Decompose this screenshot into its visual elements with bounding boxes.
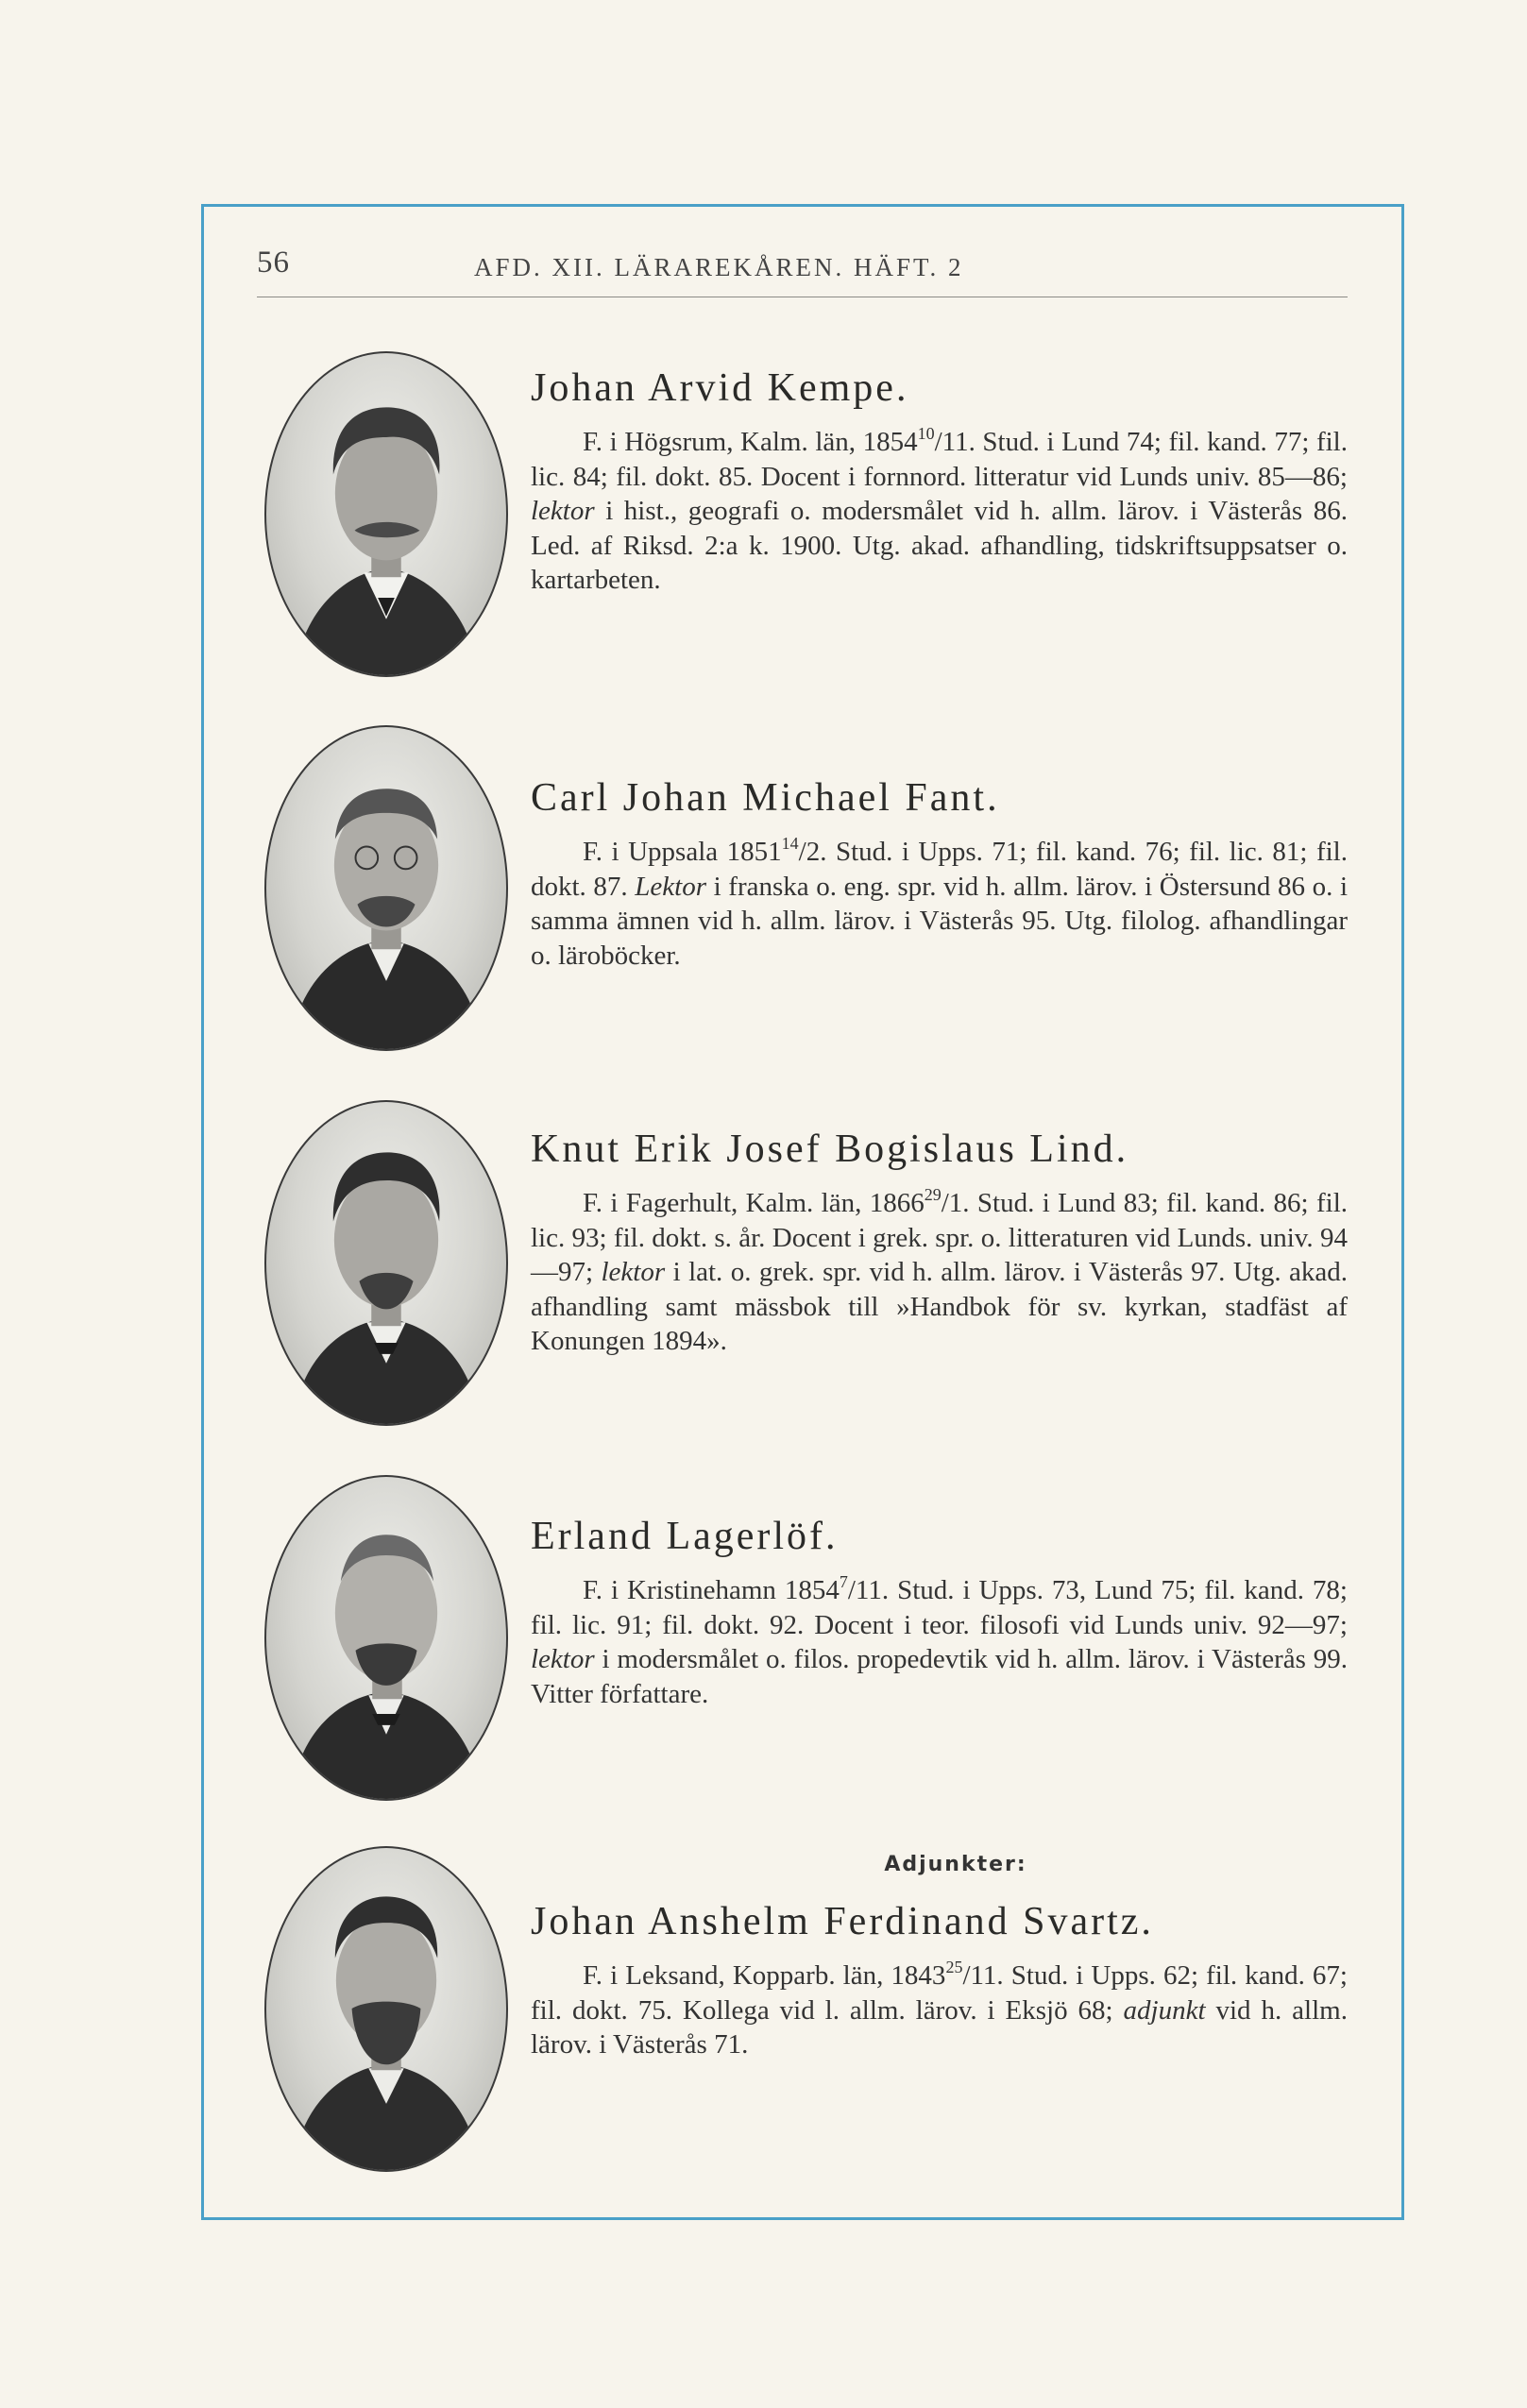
- page-number: 56: [257, 246, 290, 280]
- entry-svartz: [531, 1898, 1348, 2062]
- bio-text: /2. Stud. i Upps. 71; fil. kand. 76; fil. lic. 81; fil. dokt. 87.: [531, 837, 1348, 902]
- date-superscript: 29: [924, 1185, 942, 1204]
- entry-bio: [531, 425, 1348, 598]
- date-superscript: 10: [917, 424, 935, 443]
- date-superscript: 7: [839, 1572, 848, 1591]
- running-title: AFD. XII. LÄRAREKÅREN. HÄFT. 2: [474, 253, 964, 281]
- bio-text: /11. Stud. i Lund 74; fil. kand. 77; fil. lic. 84; fil. dokt. 85. Docent i fornnord. litteratur vid Lunds univ. 85—86;: [531, 427, 1348, 492]
- portrait-svartz: [264, 1846, 508, 2172]
- entry-bio: [531, 1186, 1348, 1359]
- date-superscript: 25: [945, 1958, 963, 1976]
- entry-name: Carl Johan Michael Fant.: [531, 776, 1000, 820]
- bio-text: F. i Kristinehamn 1854: [583, 1575, 840, 1605]
- entry-lind: [531, 1126, 1348, 1359]
- entry-name: Erland Lagerlöf.: [531, 1515, 839, 1558]
- entry-kempe: [531, 365, 1348, 598]
- entry-fant: [531, 774, 1348, 973]
- bio-text: F. i Uppsala 1851: [583, 837, 782, 867]
- bio-text: F. i Fagerhult, Kalm. län, 1866: [583, 1188, 925, 1218]
- portrait-kempe: [264, 351, 508, 677]
- bio-text: vid h. allm. lärov. i Västerås 71.: [531, 1994, 1348, 2060]
- portrait-lagerlof: [264, 1475, 508, 1801]
- bio-text: i lat. o. grek. spr. vid h. allm. lärov. i Västerås 97. Utg. akad. afhandling samt mässbok till »Handbok för sv. kyrkan, stadfäst af Konungen 1894».: [531, 1257, 1349, 1356]
- entry-name: Knut Erik Josef Bogislaus Lind.: [531, 1128, 1129, 1171]
- bio-text: F. i Högsrum, Kalm. län, 1854: [583, 427, 918, 457]
- entry-bio: [531, 1959, 1348, 2062]
- position-title: lektor: [531, 496, 595, 526]
- entry-bio: [531, 1573, 1348, 1711]
- entry-name: Johan Arvid Kempe.: [531, 366, 909, 410]
- bio-text: i franska o. eng. spr. vid h. allm. lärov. i Östersund 86 o. i samma ämnen vid h. allm. lärov. i Västerås 95. Utg. filolog. afhandlingar o. läroböcker.: [531, 871, 1348, 971]
- section-heading-adjunkter: Adjunkter:: [884, 1853, 1027, 1876]
- page-header: [257, 244, 1348, 297]
- bio-text: /11. Stud. i Upps. 62; fil. kand. 67; fil. dokt. 75. Kollega vid l. allm. lärov. i Eksjö 68;: [531, 1960, 1348, 2026]
- bio-text: i modersmålet o. filos. propedevtik vid h. allm. lärov. i Västerås 99. Vitter författare.: [531, 1644, 1348, 1709]
- portrait-fant: [264, 725, 508, 1051]
- bio-text: /11. Stud. i Upps. 73, Lund 75; fil. kand. 78; fil. lic. 91; fil. dokt. 92. Docent i teor. filosofi vid Lunds univ. 92—97;: [531, 1575, 1348, 1640]
- position-title: adjunkt: [1123, 1994, 1206, 2026]
- entry-lagerlof: [531, 1513, 1348, 1711]
- entry-name: Johan Anshelm Ferdinand Svartz.: [531, 1900, 1154, 1943]
- portrait-lind: [264, 1100, 508, 1426]
- bio-text: /1. Stud. i Lund 83; fil. kand. 86; fil. lic. 93; fil. dokt. s. år. Docent i grek. spr. o. litteraturen vid Lunds. univ. 94—97;: [531, 1188, 1348, 1287]
- date-superscript: 14: [781, 834, 799, 853]
- bio-text: F. i Leksand, Kopparb. län, 1843: [583, 1960, 946, 1991]
- position-title: Lektor: [635, 871, 707, 902]
- position-title: lektor: [601, 1257, 666, 1287]
- entry-bio: [531, 835, 1348, 973]
- bio-text: i hist., geografi o. modersmålet vid h. allm. lärov. i Västerås 86. Led. af Riksd. 2:a k. 1900. Utg. akad. afhandling, tidskriftsuppsatser o. kartarbeten.: [531, 496, 1348, 595]
- position-title: lektor: [531, 1644, 595, 1674]
